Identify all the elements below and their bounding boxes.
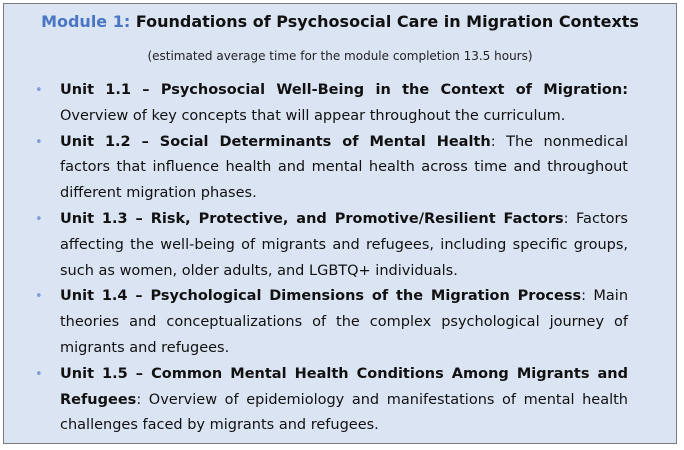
unit-description: : Factors affecting the well-being of migrants and refugees, including specific groups, such as women, older adults, and LGBTQ+ individuals.	[60, 210, 628, 279]
unit-heading: Unit 1.2 – Social Determinants of Mental Health	[60, 133, 491, 150]
bullet-dot-icon: •	[35, 83, 43, 98]
module-label: Module 1:	[41, 12, 131, 31]
module-time-estimate: (estimated average time for the module completion 13.5 hours)	[147, 49, 533, 63]
unit-item-1-3	[4, 207, 676, 284]
unit-heading: Unit 1.4 – Psychological Dimensions of the Migration Process	[60, 288, 582, 305]
bullet-dot-icon: •	[35, 289, 43, 305]
bullet-dot-icon: •	[35, 211, 43, 227]
unit-item-1-4	[4, 284, 676, 361]
module-title-text: Foundations of Psychosocial Care in Migration Contexts	[135, 12, 639, 31]
unit-item-1-1	[4, 78, 676, 130]
unit-heading: Unit 1.5 – Common Mental Health Conditions Among Migrants and Refugees	[60, 365, 628, 408]
unit-heading: Unit 1.3 – Risk, Protective, and Promotive/Resilient Factors	[60, 210, 564, 227]
unit-description: Overview of key concepts that will appear throughout the curriculum.	[60, 107, 566, 124]
unit-description: : Main theories and conceptualizations of the complex psychological journey of migrants and refugees.	[60, 288, 629, 356]
unit-heading: Unit 1.1 – Psychosocial Well-Being in the Context of Migration:	[60, 82, 628, 98]
bullet-dot-icon: •	[35, 134, 43, 150]
unit-list	[4, 78, 676, 439]
module-title	[4, 12, 676, 32]
unit-description: : The nonmedical factors that influence health and mental health across time and throughout different migration phases.	[60, 133, 628, 202]
unit-description: : Overview of epidemiology and manifestations of mental health challenges faced by migrants and refugees.	[60, 391, 628, 434]
unit-item-1-5	[4, 362, 676, 439]
unit-item-1-2	[4, 130, 676, 207]
bullet-dot-icon: •	[35, 366, 43, 382]
module-box	[3, 3, 677, 444]
